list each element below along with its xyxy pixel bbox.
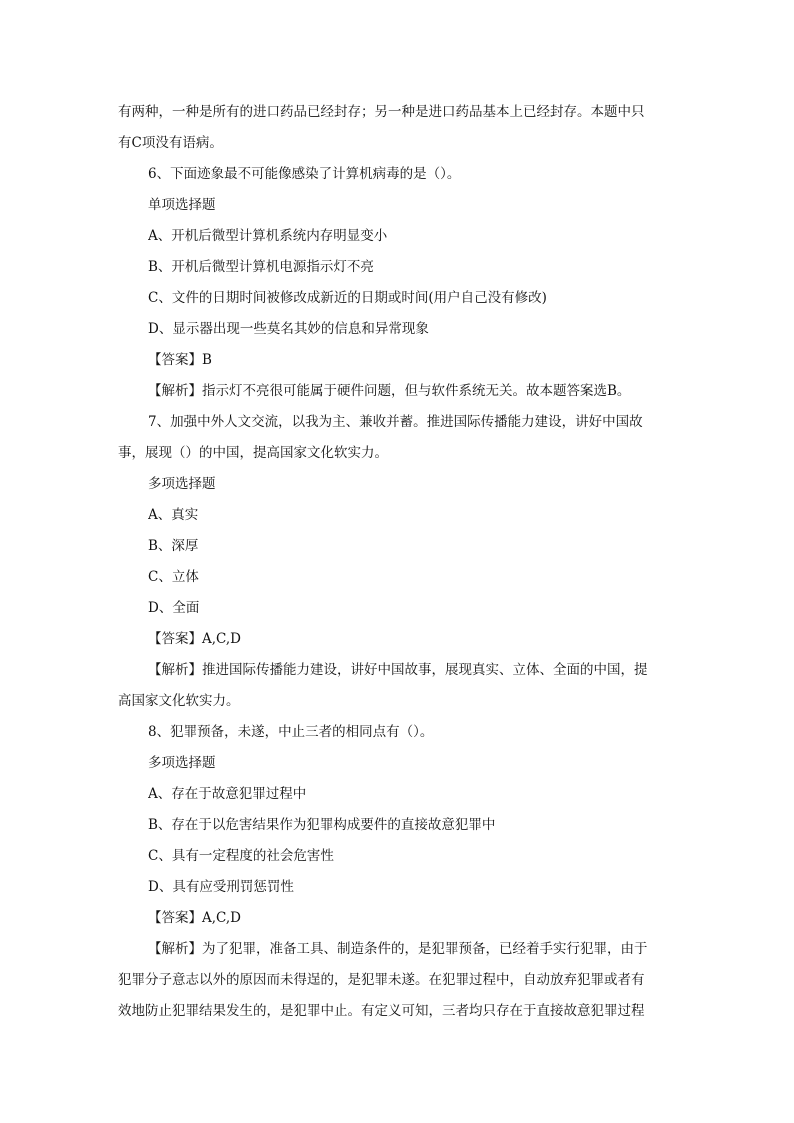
option-b: B、开机后微型计算机电源指示灯不亮 — [148, 259, 374, 275]
answer-line: 【答案】A,C,D — [148, 631, 242, 647]
option-c: C、具有一定程度的社会危害性 — [148, 848, 334, 864]
text-line: 有C项没有语病。 — [118, 135, 223, 151]
text-line: 高国家文化软实力。 — [118, 693, 240, 709]
option-a: A、存在于故意犯罪过程中 — [148, 786, 307, 802]
option-c: C、文件的日期时间被修改成新近的日期或时间(用户自己没有修改) — [148, 290, 547, 306]
explanation-line: 【解析】推进国际传播能力建设，讲好中国故事，展现真实、立体、全面的中国，提 — [148, 662, 648, 678]
question-8-stem: 8、犯罪预备，未遂，中止三者的相同点有（）。 — [148, 724, 434, 740]
text-line: 犯罪分子意志以外的原因而未得逞的，是犯罪未遂。在犯罪过程中，自动放弃犯罪或者有 — [118, 972, 645, 988]
question-6-stem: 6、下面迹象最不可能像感染了计算机病毒的是（）。 — [148, 166, 461, 182]
question-type-label: 多项选择题 — [148, 476, 216, 492]
option-d: D、显示器出现一些莫名其妙的信息和异常现象 — [148, 321, 429, 337]
option-a: A、真实 — [148, 507, 199, 523]
question-type-label: 单项选择题 — [148, 197, 216, 213]
answer-line: 【答案】B — [148, 352, 212, 368]
text-line: 有两种，一种是所有的进口药品已经封存；另一种是进口药品基本上已经封存。本题中只 — [118, 104, 645, 120]
option-b: B、存在于以危害结果作为犯罪构成要件的直接故意犯罪中 — [148, 817, 496, 833]
question-7-stem: 7、加强中外人文交流，以我为主、兼收并蓄。推进国际传播能力建设，讲好中国故 — [148, 414, 643, 430]
answer-line: 【答案】A,C,D — [148, 910, 242, 926]
option-d: D、全面 — [148, 600, 200, 616]
text-line: 效地防止犯罪结果发生的，是犯罪中止。有定义可知，三者均只存在于直接故意犯罪过程 — [118, 1003, 645, 1019]
option-a: A、开机后微型计算机系统内存明显变小 — [148, 228, 388, 244]
explanation-line: 【解析】为了犯罪，准备工具、制造条件的，是犯罪预备，已经着手实行犯罪，由于 — [148, 941, 648, 957]
text-line: 事，展现（）的中国，提高国家文化软实力。 — [118, 445, 388, 461]
option-b: B、深厚 — [148, 538, 199, 554]
explanation-line: 【解析】指示灯不亮很可能属于硬件问题，但与软件系统无关。故本题答案选B。 — [148, 383, 631, 399]
question-type-label: 多项选择题 — [148, 755, 216, 771]
option-c: C、立体 — [148, 569, 199, 585]
option-d: D、具有应受刑罚惩罚性 — [148, 879, 294, 895]
